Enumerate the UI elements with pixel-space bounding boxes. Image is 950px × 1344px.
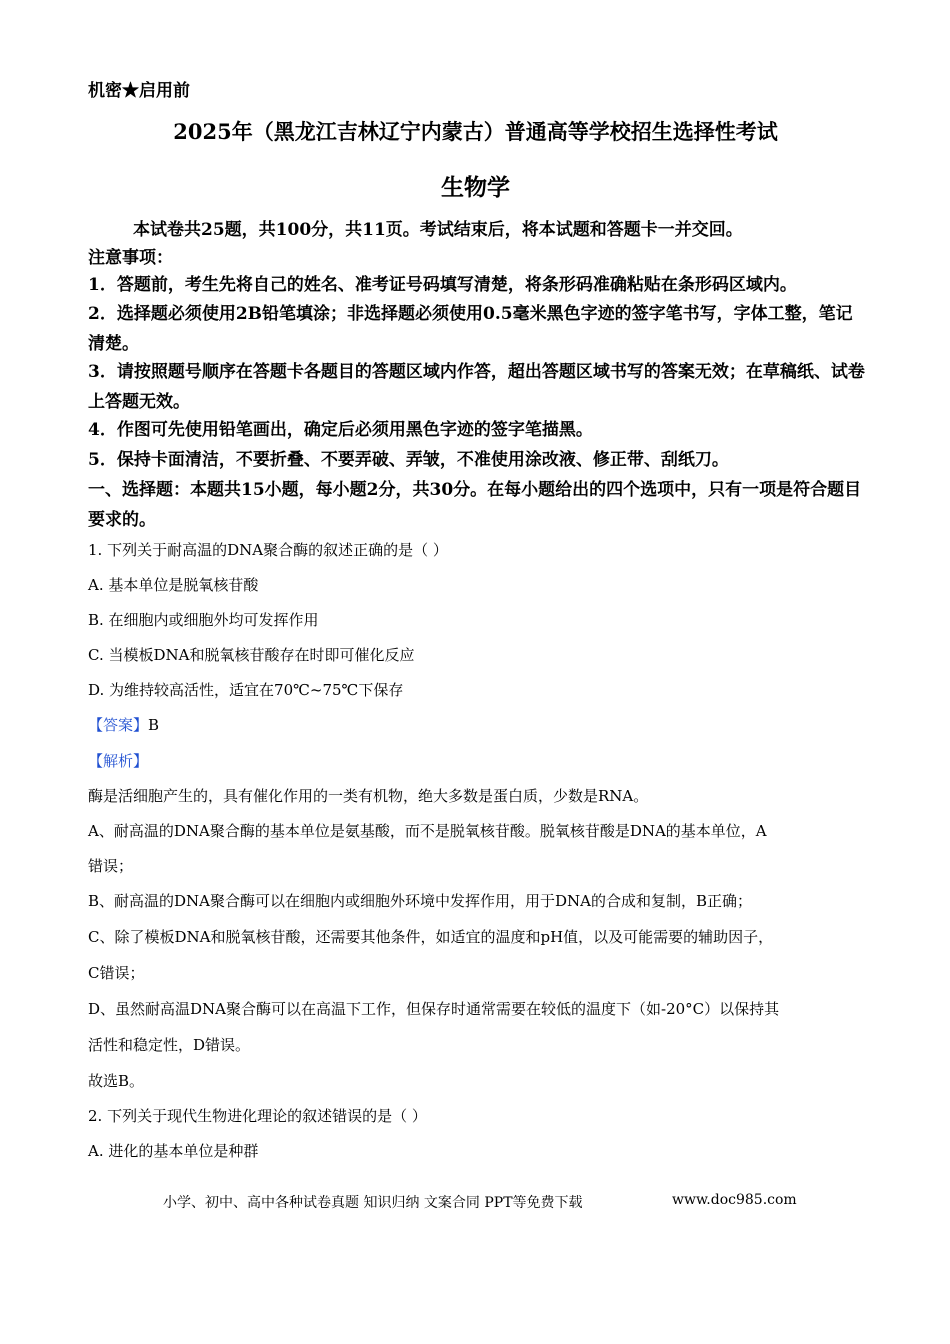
analysis-line: B、耐高温的DNA聚合酶可以在细胞内或细胞外环境中发挥作用，用于DNA的合成和复制，B正确； <box>88 892 753 910</box>
question-2-option-a: A. 进化的基本单位是种群 <box>88 1142 259 1160</box>
notice-heading: 注意事项： <box>88 248 173 268</box>
footer-link[interactable]: www.doc985.com <box>672 1192 797 1208</box>
exam-title: 2025年（黑龙江吉林辽宁内蒙古）普通高等学校招生选择性考试 <box>173 119 778 144</box>
notice-item-4: 4．作图可先使用铅笔画出，确定后必须用黑色字迹的签字笔描黑。 <box>88 420 593 440</box>
question-1-stem: 1. 下列关于耐高温的DNA聚合酶的叙述正确的是（ ） <box>88 541 448 559</box>
answer-value: B <box>148 716 160 734</box>
question-1-option-c: C. 当模板DNA和脱氧核苷酸存在时即可催化反应 <box>88 646 415 664</box>
analysis-line: 酶是活细胞产生的，具有催化作用的一类有机物，绝大多数是蛋白质，少数是RNA。 <box>88 787 649 805</box>
footer-text: 小学、初中、高中各种试卷真题 知识归纳 文案合同 PPT等免费下载 <box>163 1195 583 1211</box>
analysis-line: 故选B。 <box>88 1072 145 1090</box>
notice-item-1: 1．答题前，考生先将自己的姓名、准考证号码填写清楚，将条形码准确粘贴在条形码区域内。 <box>88 275 797 295</box>
analysis-line: D、虽然耐高温DNA聚合酶可以在高温下工作，但保存时通常需要在较低的温度下（如-20°C）以保持其 <box>88 1000 780 1018</box>
analysis-line: 活性和稳定性，D错误。 <box>88 1036 251 1054</box>
analysis-label: 【解析】 <box>88 752 149 770</box>
question-1-option-a: A. 基本单位是脱氧核苷酸 <box>88 576 259 594</box>
confidential-label: 机密★启用前 <box>88 81 190 101</box>
answer-label: 【答案】 <box>88 716 149 734</box>
answer-line <box>88 714 159 735</box>
question-1-option-d: D. 为维持较高活性，适宜在70℃~75℃下保存 <box>88 681 404 699</box>
analysis-line: 错误； <box>88 857 134 875</box>
section-heading: 一、选择题：本题共15小题，每小题2分，共30分。在每小题给出的四个选项中，只有一项是符合题目要求的。 <box>88 480 862 530</box>
question-2-stem: 2. 下列关于现代生物进化理论的叙述错误的是（ ） <box>88 1107 427 1125</box>
analysis-line: C错误； <box>88 964 145 982</box>
question-1-option-b: B. 在细胞内或细胞外均可发挥作用 <box>88 611 319 629</box>
notice-item-2: 2．选择题必须使用2B铅笔填涂；非选择题必须使用0.5毫米黑色字迹的签字笔书写，字体工整，笔记清楚。 <box>88 304 853 354</box>
analysis-line: A、耐高温的DNA聚合酶的基本单位是氨基酸，而不是脱氧核苷酸。脱氧核苷酸是DNA的基本单位，A <box>88 822 767 840</box>
notice-item-5: 5．保持卡面清洁，不要折叠、不要弄破、弄皱，不准使用涂改液、修正带、刮纸刀。 <box>88 450 729 470</box>
analysis-line: C、除了模板DNA和脱氧核苷酸，还需要其他条件，如适宜的温度和pH值，以及可能需要的辅助因子， <box>88 928 774 946</box>
intro-text: 本试卷共25题，共100分，共11页。考试结束后，将本试题和答题卡一并交回。 <box>133 220 743 240</box>
subject-title: 生物学 <box>441 174 510 201</box>
notice-item-3: 3．请按照题号顺序在答题卡各题目的答题区域内作答，超出答题区域书写的答案无效；在草稿纸、试卷上答题无效。 <box>88 362 865 412</box>
